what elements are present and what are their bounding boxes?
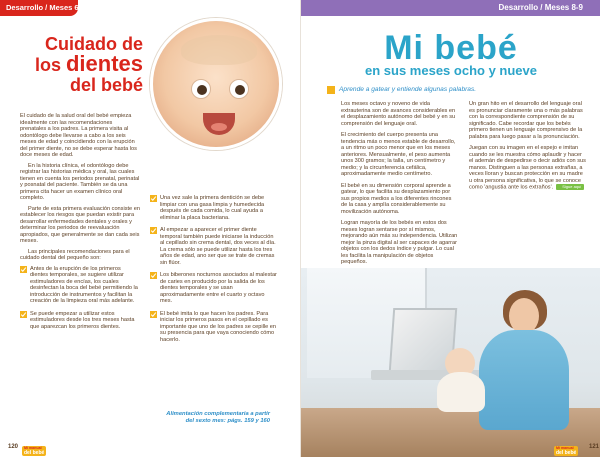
checkbox-icon	[150, 195, 157, 202]
bullet-item	[20, 311, 140, 331]
bullet-text: Una vez sale la primera dentición se debe limpiar con una gasa limpia y humedecida después de cada comida, lo cual ayuda a eliminar la placa bacteriana.	[160, 195, 265, 221]
footer-logo	[554, 441, 588, 456]
bullet-item	[20, 266, 140, 305]
logo-badge	[22, 446, 46, 456]
logo-bottom-text: del bebé	[24, 450, 45, 456]
right-column-2	[469, 101, 587, 196]
checkbox-icon	[20, 266, 27, 273]
paragraph: Parte de esta primera evaluación consiste en establecer los riesgos que puedan existir para desarrollar enfermedades dentales y orales y determinar los periodos de reevaluación apropiados, que generalmente se dan cada seis meses.	[20, 205, 140, 244]
paragraph-text: Juegan con su imagen en el espejo e imitan cuando se les muestra cómo aplaudir y hacer el ademán de despedirse o decir adiós con sus manos. Distinguen a las personas extrañas, a veces lloran y buscan protección en su madre u otra persona significativa, lo que se conoce como 'angustia ante los extraños'.	[469, 145, 586, 191]
mother-baby-photo	[301, 268, 600, 457]
bullet-item	[150, 311, 278, 344]
title-line-1: Cuidado de	[45, 34, 143, 54]
paragraph	[469, 145, 587, 191]
bullet-text: Los biberones nocturnos asociados al malestar de caries en producido por la salida de los dientes temporales y se usan aproximadamente entre el cuarto y octavo mes.	[160, 272, 277, 304]
checkbox-icon	[150, 227, 157, 234]
bullet-text: Antes de la erupción de los primeros dientes temporales, se sugiere utilizar estimuladores de encías, los cuales desinfectan la boca del bebé permitiendo la introducción de instrumentos y facilitan la creación de la limpieza oral más adelante.	[30, 265, 138, 304]
title-line-2b: dientes	[65, 51, 143, 76]
cross-reference-link[interactable]: Alimentación complementaria a partir del sexto mes: págs. 159 y 160	[166, 411, 270, 424]
paragraph: Un gran hito en el desarrollo del lenguaje oral es pronunciar claramente una o más palabras con la correspondiente comprensión de su significado. Cabe recordar que los bebés primero tienen un lenguaje comprensivo de la palabra para luego pasar a la pronunciación.	[469, 101, 583, 140]
paragraph: El cuidado de la salud oral del bebé empieza idealmente con las recomendaciones prenatales a los padres. La primera visita al odontólogo debe llevarse a cabo a los seis meses de edad y coincidiendo con la erupción del primer diente, no se debe esperar hasta los doce meses de edad.	[20, 113, 137, 158]
baby-mouth	[203, 113, 235, 135]
page-title: Mi bebé	[384, 29, 518, 67]
tagline-text: Aprende a gatear y entiende algunas palabras.	[339, 86, 477, 93]
baby-body	[437, 372, 485, 412]
logo-top-text: Mi manual	[24, 446, 42, 450]
logo-top-text: Mi manual	[556, 446, 574, 450]
baby-figure	[431, 348, 491, 412]
left-column-2	[150, 195, 278, 349]
paragraph: El crecimiento del cuerpo presenta una tendencia más o menos estable de desarrollo, a un ritmo un poco menor que en los meses anteriores. Mensualmente, el peso aumenta unos 300 gramos; la talla, un centímetro y medio; y la circunferencia cefálica, aproximadamente medio centímetro.	[341, 132, 456, 177]
bullet-text: Se puede empezar a utilizar estos estimuladores desde los tres meses hasta que aparezcan los primeros dientes.	[30, 310, 135, 330]
baby-eye-left	[191, 79, 211, 99]
paragraph: Logran mayoría de los bebés en estos dos meses logran sentarse por sí mismos, mejorando aún más su independencia. Utilizan mejor la pinza digital al ser capaces de agarrar objetos con los dedos índice y pulgar. Lo cual les facilita la manipulación de objetos pequeños.	[341, 220, 458, 265]
bullet-text: El bebé imita lo que hacen los padres. Para iniciar los primeros pasos en el cepillado es importante que uno de los padres se cepille en su presencia para que vaya conociendo cómo hacerlo.	[160, 310, 276, 343]
paragraph: Las principales recomendaciones para el cuidado dental del pequeño son:	[20, 248, 130, 261]
paragraph: El bebé en su dimensión corporal aprende a gatear, lo que facilita su desplazamiento por sus propios medios a los diferentes rincones de la casa y amplía considerablemente su movilización autónoma.	[341, 182, 452, 215]
page-subtitle: en sus meses ocho y nueve	[365, 63, 537, 78]
right-page	[300, 0, 600, 457]
baby-photo	[150, 18, 282, 150]
tagline	[327, 86, 567, 94]
bullet-item	[150, 227, 278, 266]
mother-body	[479, 330, 569, 430]
title-line-2	[18, 51, 143, 76]
title-line-2a: los	[34, 55, 66, 75]
square-bullet-icon	[327, 86, 335, 94]
checkbox-icon	[150, 311, 157, 318]
page-title	[18, 34, 143, 95]
bullet-item	[150, 272, 278, 305]
title-line-3: del bebé	[69, 75, 143, 95]
baby-eye-right	[229, 79, 249, 99]
footer-logo	[22, 441, 50, 456]
paragraph: En la historia clínica, el odontólogo debe registrar las historias médica y oral, las cuales tienen en cuenta los periodos prenatal, perinatal y posnatal del paciente. También se da una primera cita hacer un examen clínico oral completo.	[20, 162, 140, 201]
left-column-1	[20, 113, 140, 336]
section-band	[301, 0, 600, 16]
bullet-item	[150, 195, 278, 221]
section-tab	[0, 0, 86, 16]
section-band-label: Desarrollo / Meses 8-9	[498, 3, 583, 12]
right-column-1	[341, 101, 459, 271]
page-number: 120	[8, 444, 19, 450]
paragraph: Los meses octavo y noveno de vida extrauterina son de avances considerables en el desplazamiento autónomo del bebé y en su comprensión del lenguaje oral.	[341, 101, 456, 127]
checkbox-icon	[150, 272, 157, 279]
logo-badge	[554, 446, 578, 456]
page-number: 121	[589, 444, 600, 450]
section-tab-label: Desarrollo / Meses 6-7	[6, 3, 86, 12]
logo-bottom-text: del bebé	[556, 450, 577, 456]
mother-head	[509, 298, 539, 334]
continue-flag: Sigue aquí	[556, 184, 584, 190]
bullet-text: Al empezar a aparecer el primer diente temporal también puede iniciarse la inducción al cepillado sin crema dental, dos veces al día. La crema sólo se puede utilizar hasta los tres años de edad, ano ser que se trate de cremas sin flúor.	[160, 227, 276, 266]
baby-hair	[181, 35, 257, 65]
checkbox-icon	[20, 311, 27, 318]
